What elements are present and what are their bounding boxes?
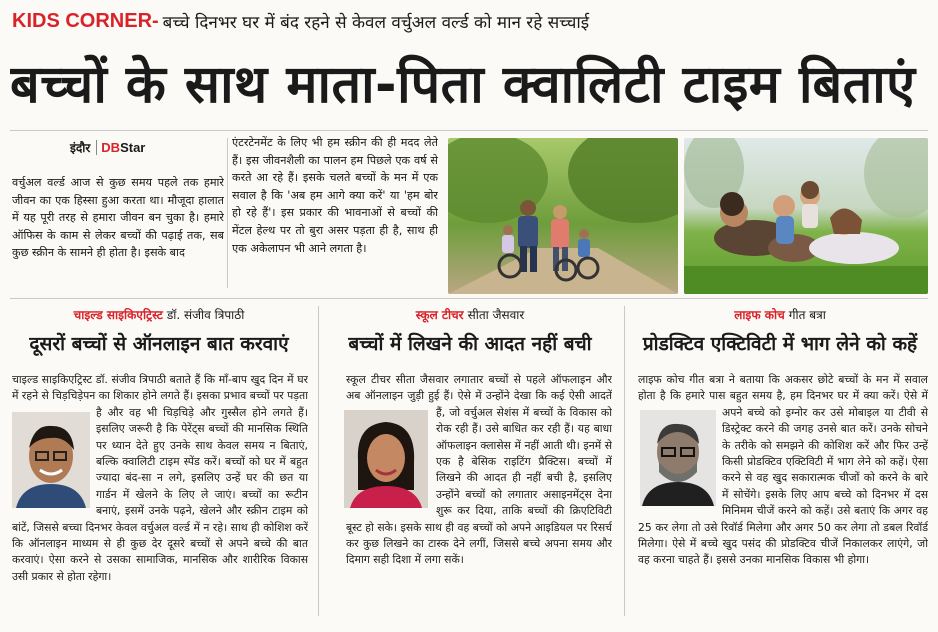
column-3-byline	[632, 306, 928, 324]
intro-column-1: वर्चुअल वर्ल्ड आज से कुछ समय पहले तक हमारे जीवन का एक हिस्सा हुआ करता था। मौजूदा हालात में यह पूरी तरह से हमारा जीवन बन चुका है। हमारे ऑफिस के काम से लेकर बच्चों की पढ़ाई तक, सब कुछ स्क्रीन के सामने ही होता है। इसके बाद	[12, 176, 224, 260]
family-cycling-photo	[448, 138, 678, 294]
brand-prefix: DB	[101, 139, 121, 155]
column-1-byline	[10, 306, 308, 324]
column-1-name: डॉ. संजीव त्रिपाठी	[166, 308, 245, 322]
headline: बच्चों के साथ माता-पिता क्वालिटी टाइम बिताएं	[10, 55, 916, 115]
column-2-byline	[326, 306, 614, 324]
divider-middle	[10, 298, 928, 299]
column-2-body: स्कूल टीचर सीता जैसवार लगातार बच्चों से पहले ऑफलाइन और अब ऑनलाइन जुड़ी हुई हैं। ऐसे में उन्होंने देखा कि कई ऐसी आदतें हैं, जो वर्चुअल सेशंस में बच्चों के विकास को रोक रही हैं। उसे बाधित कर रही हैं। यह बाधा ऑफलाइन क्लासेस में नहीं आती थी। इनमें से एक है बेसिक राइटिंग प्रैक्टिस। बच्चों में लिखने की आदत ही नहीं बची है, इसलिए उन्होंने बच्चों को लगातार असाइनमेंट्स देना शुरू कर दिया, ताकि बच्चों की क्रिएटिविटी बूस्ट हो सके। इसके साथ ही वह बच्चों को अपने आइडियल पर रिसर्च कर कुछ लिखने का टास्क देने लगीं, जिससे बच्चे अपना समय और दिमाग सही दिशा में लगा सकें।	[346, 373, 612, 567]
intro-column-2: एंटरटेनमेंट के लिए भी हम स्क्रीन की ही मदद लेते हैं। इस जीवनशैली का पालन हम पिछले एक वर्ष से करते आ रहे हैं। इसके चलते बच्चों के मन में एक सवाल है कि 'अब हम आगे क्या करें' या 'हम बोर हो रहे हैं'। इस प्रकार की भावनाओं से बच्चों की मेंटल हेल्थ पर तो बुरा असर पड़ता ही है, साथ ही एक अकेलापन भी आने लगता है।	[232, 136, 438, 255]
kicker-text: बच्चे दिनभर घर में बंद रहने से केवल वर्चुअल वर्ल्ड को मान रहे सच्चाई	[162, 12, 590, 33]
column-1-subhead: दूसरों बच्चों से ऑनलाइन बात करवाएं	[29, 333, 289, 355]
dateline-city: इंदौर	[70, 140, 91, 155]
column-2-role: स्कूल टीचर	[415, 308, 464, 322]
kicker	[12, 6, 926, 36]
column-3-subhead: प्रोडक्टिव एक्टिविटी में भाग लेने को कहें	[642, 333, 918, 355]
column-2-subhead: बच्चों में लिखने की आदत नहीं बची	[348, 333, 592, 355]
divider-col-1	[318, 306, 319, 616]
column-3-name: गीत बत्रा	[788, 308, 826, 322]
brand-suffix: Star	[120, 139, 146, 155]
column-2-name: सीता जैसवार	[467, 308, 525, 322]
column-3-role: लाइफ कोच	[734, 308, 785, 322]
column-1-role: चाइल्ड साइकिएट्रिस्ट	[73, 308, 163, 322]
dbstar-logo	[96, 140, 145, 155]
divider-top	[10, 130, 928, 131]
divider-col-2	[624, 306, 625, 616]
column-3-body: लाइफ कोच गीत बत्रा ने बताया कि अकसर छोटे बच्चों के मन में सवाल होता है कि हमारे पास बहुत समय है, हम दिनभर घर में क्या करें। ऐसे में अपने बच्चे को इग्नोर कर उसे मोबाइल या टीवी से डिस्ट्रेक्ट करने की जगह उनसे बात करें। उनके सोचने के तरीके को समझने की कोशिश करें और फिर उन्हें किसी प्रोडक्टिव एक्टिविटी में भाग लेने को कहें। ऐसा करने से वह खुद सकारात्मक चीजों को करने के बारे में सोचेंगे। इसके लिए आप बच्चे को दिनभर में दस मिनिमम चीजें करने को कहें। उसे बताएं कि अगर वह 25 कर लेगा तो उसे रिवॉर्ड मिलेगा और अगर 50 कर लेगा तो डबल रिवॉर्ड मिलेगा। ऐसे में बच्चे खुद पसंद की प्रोडक्टिव चीजें निकालकर लाएंगे, जो वह करना चाहते हैं। इससे उनका मानसिक विकास भी होगा।	[638, 373, 928, 567]
column-1-body: चाइल्ड साइकिएट्रिस्ट डॉ. संजीव त्रिपाठी बताते हैं कि माँ-बाप खुद दिन में घर में रहने से चिड़चिड़ेपन का शिकार होने लगते हैं। इसका प्रभाव बच्चों पर पड़ता है और वह भी चिड़चिड़े और गुस्सैल होने लगते हैं। इसलिए जरूरी है कि पेरेंट्स बच्चों की मानसिक स्थिति पर ध्यान देते हुए उनके साथ केवल समय न बिताएं, बल्कि क्वालिटी टाइम स्पेंड करें। बच्चों को घर में बहुत ज्यादा बंद-सा न लगे, इसलिए उन्हें घर की छत या गार्डन में खेलने के लिए ले जाएं। बच्चों का रूटीन बनाएं, इसमें उनके पढ़ने, खेलने और स्क्रीन टाइम को बांटें, जिससे बच्चा दिनभर केवल वर्चुअल वर्ल्ड में न रहे। साथ ही कोशिश करें कि ऑनलाइन माध्यम से ही कुछ देर दूसरे बच्चों से अपने बच्चे की बात करवाएं। ऐसा करने से उसका सामाजिक, मानसिक और शारीरिक विकास उसी प्रकार से होता रहेगा।	[12, 373, 308, 583]
kicker-label: KIDS CORNER-	[12, 9, 159, 32]
dateline	[70, 138, 145, 156]
divider-intro	[227, 138, 228, 288]
family-on-grass-photo	[684, 138, 928, 294]
